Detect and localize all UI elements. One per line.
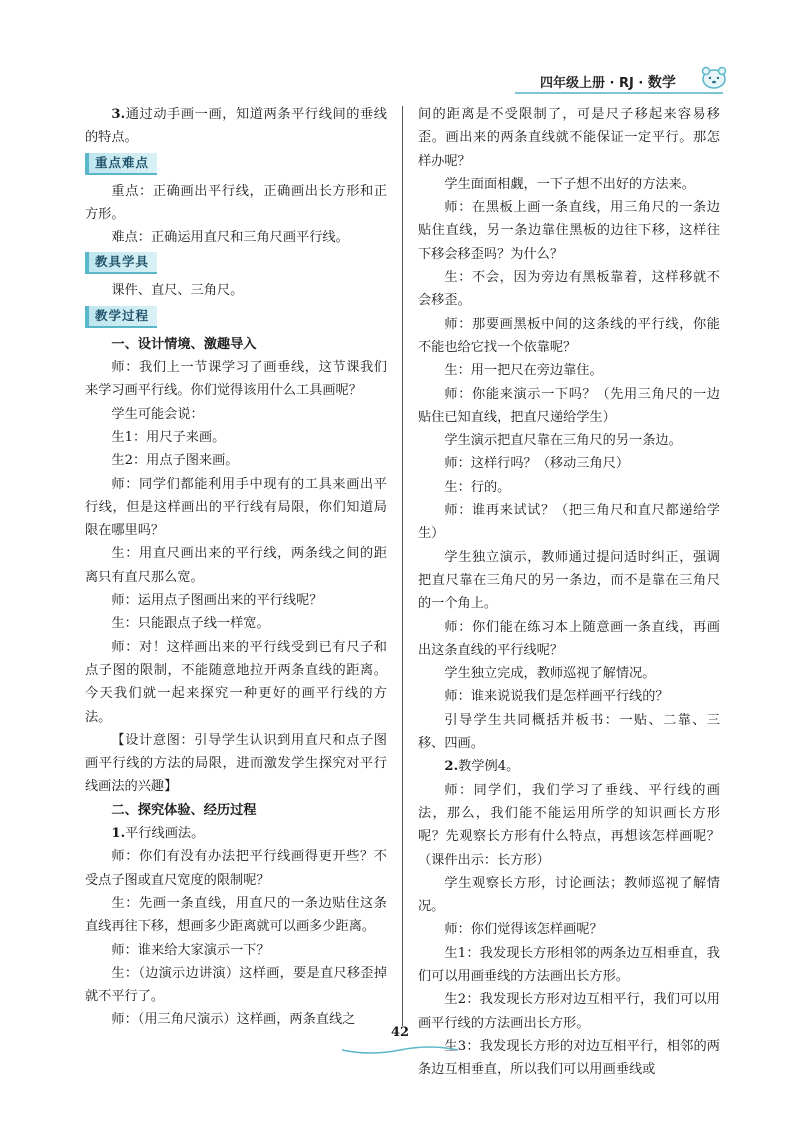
paragraph: 师：谁再来试试？（把三角尺和直尺都递给学生） (418, 503, 720, 542)
paragraph: 学生观察长方形，讨论画法；教师巡视了解情况。 (418, 875, 720, 915)
tag-process: 教学过程 (85, 306, 157, 328)
paragraph: 师：谁来说说我们是怎样画平行线的？ (444, 689, 669, 705)
paragraph: 生1：用尺子来画。 (111, 429, 226, 445)
paragraph: 师：这样行吗？（移动三角尺） (444, 456, 630, 472)
section-2-heading: 二、探究体验、经历过程 (111, 802, 257, 818)
subsection-1: 1.平行线画法。 (111, 826, 205, 842)
keypoint-text: 重点：正确画出平行线，正确画出长方形和正方形。 (85, 183, 387, 222)
paragraph: 学生面面相觑，一下子想不出好的方法来。 (444, 176, 695, 192)
paragraph: 生：只能跟点子线一样宽。 (111, 616, 270, 632)
paragraph: 师：同学们都能利用手中现有的工具来画出平行线，但是这样画出的平行线有局限，你们知道局限在哪里吗？ (85, 476, 387, 539)
paragraph: 引导学生共同概括并板书：一贴、二靠、三移、四画。 (418, 712, 720, 752)
page-ornament-icon (340, 1044, 460, 1056)
paragraph: 师：你们能在练习本上随意画一条直线，再画出这条直线的平行线呢？ (418, 619, 720, 658)
paragraph: 师：运用点子图画出来的平行线呢？ (111, 593, 323, 609)
paragraph: 生1：我发现长方形相邻的两条边互相垂直，我们可以用画垂线的方法画出长方形。 (418, 945, 720, 984)
column-divider (402, 106, 403, 1026)
paragraph: 师：那要画黑板中间的这条线的平行线，你能不能也给它找一个依靠呢？ (418, 316, 720, 355)
paragraph: 生：先画一条直线，用直尺的一条边贴住这条直线再往下移，想画多少距离就可以画多少距离。 (85, 895, 387, 935)
running-head (540, 72, 676, 92)
subsection-2: 2.教学例4。 (444, 759, 520, 775)
paragraph: 生2：我发现长方形对边互相平行，我们可以用画平行线的方法画出长方形。 (418, 992, 720, 1031)
paragraph: 学生可能会说： (111, 406, 204, 422)
paragraph: 学生独立演示，教师通过提问适时纠正，强调把直尺靠在三角尺的另一条边，而不是靠在三角尺的一个角上。 (418, 549, 720, 612)
paragraph: 师：你能来演示一下吗？（先用三角尺的一边贴住已知直线，把直尺递给学生） (418, 386, 720, 425)
paragraph: 间的距离是不受限制了，可是尺子移起来容易移歪。画出来的两条直线就不能保证一定平行。那怎样办呢？ (418, 107, 720, 169)
left-column (85, 103, 387, 1032)
book-info: 四年级上册 · RJ · (540, 76, 648, 91)
design-intent: 【设计意图：引导学生认识到用直尺和点子图画平行线的方法的局限，进而激发学生探究对平行线画法的兴趣】 (85, 732, 387, 795)
paragraph: 生：用直尺画出来的平行线，两条线之间的距离只有直尺那么宽。 (85, 546, 387, 585)
paragraph: 生3：我发现长方形的对边互相平行，相邻的两条边互相垂直，所以我们可以用画垂线或 (418, 1038, 720, 1078)
subject-label: 数学 (647, 75, 676, 91)
tools-text: 课件、直尺、三角尺。 (111, 283, 244, 299)
paragraph: 师：你们觉得该怎样画呢？ (444, 922, 603, 938)
tag-keypoints: 重点难点 (85, 153, 157, 175)
header-rule (515, 92, 723, 94)
paragraph: 生：不会，因为旁边有黑板靠着，这样移就不会移歪。 (418, 270, 720, 309)
paragraph: 生：（边演示边讲演）这样画，要是直尺移歪掉就不平行了。 (85, 965, 387, 1005)
paragraph: 生：用一把尺在旁边靠住。 (444, 363, 603, 379)
difficulty-text: 难点：正确运用直尺和三角尺画平行线。 (111, 230, 349, 246)
paragraph: 师：谁来给大家演示一下？ (111, 942, 270, 958)
paragraph: 师：我们上一节课学习了画垂线，这节课我们来学习画平行线。你们觉得该用什么工具画呢？ (85, 360, 387, 399)
paragraph: 师：在黑板上画一条直线，用三角尺的一条边贴住直线，另一条边靠住黑板的边往下移，这样往下移会移歪吗？为什么？ (418, 200, 720, 262)
paragraph: 师：你们有没有办法把平行线画得更开些？不受点子图或直尺宽度的限制呢？ (85, 849, 387, 888)
page-header (0, 64, 800, 98)
right-column (418, 103, 720, 1081)
tag-tools: 教具学具 (85, 252, 157, 274)
bear-mascot-icon (700, 64, 728, 90)
page-number: 42 (390, 1025, 410, 1040)
paragraph: 学生演示把直尺靠在三角尺的另一条边。 (444, 433, 682, 449)
paragraph: 师：对！这样画出来的平行线受到已有尺子和点子图的限制，不能随意地拉开两条直线的距离。今天我们就一起来探究一种更好的画平行线的方法。 (85, 639, 387, 725)
section-1-heading: 一、设计情境、激趣导入 (111, 336, 257, 352)
paragraph: 生：行的。 (444, 479, 511, 495)
paragraph: 生2：用点子图来画。 (111, 453, 239, 469)
goal-3: 3.通过动手画一画，知道两条平行线间的垂线的特点。 (85, 107, 387, 146)
paragraph: 学生独立完成，教师巡视了解情况。 (444, 666, 656, 682)
paragraph: 师：同学们，我们学习了垂线、平行线的画法，那么，我们能不能运用所学的知识画长方形呢？先观察长方形有什么特点，再想该怎样画呢？（课件出示：长方形） (418, 782, 720, 868)
paragraph: 师：（用三角尺演示）这样画，两条直线之 (111, 1012, 356, 1028)
